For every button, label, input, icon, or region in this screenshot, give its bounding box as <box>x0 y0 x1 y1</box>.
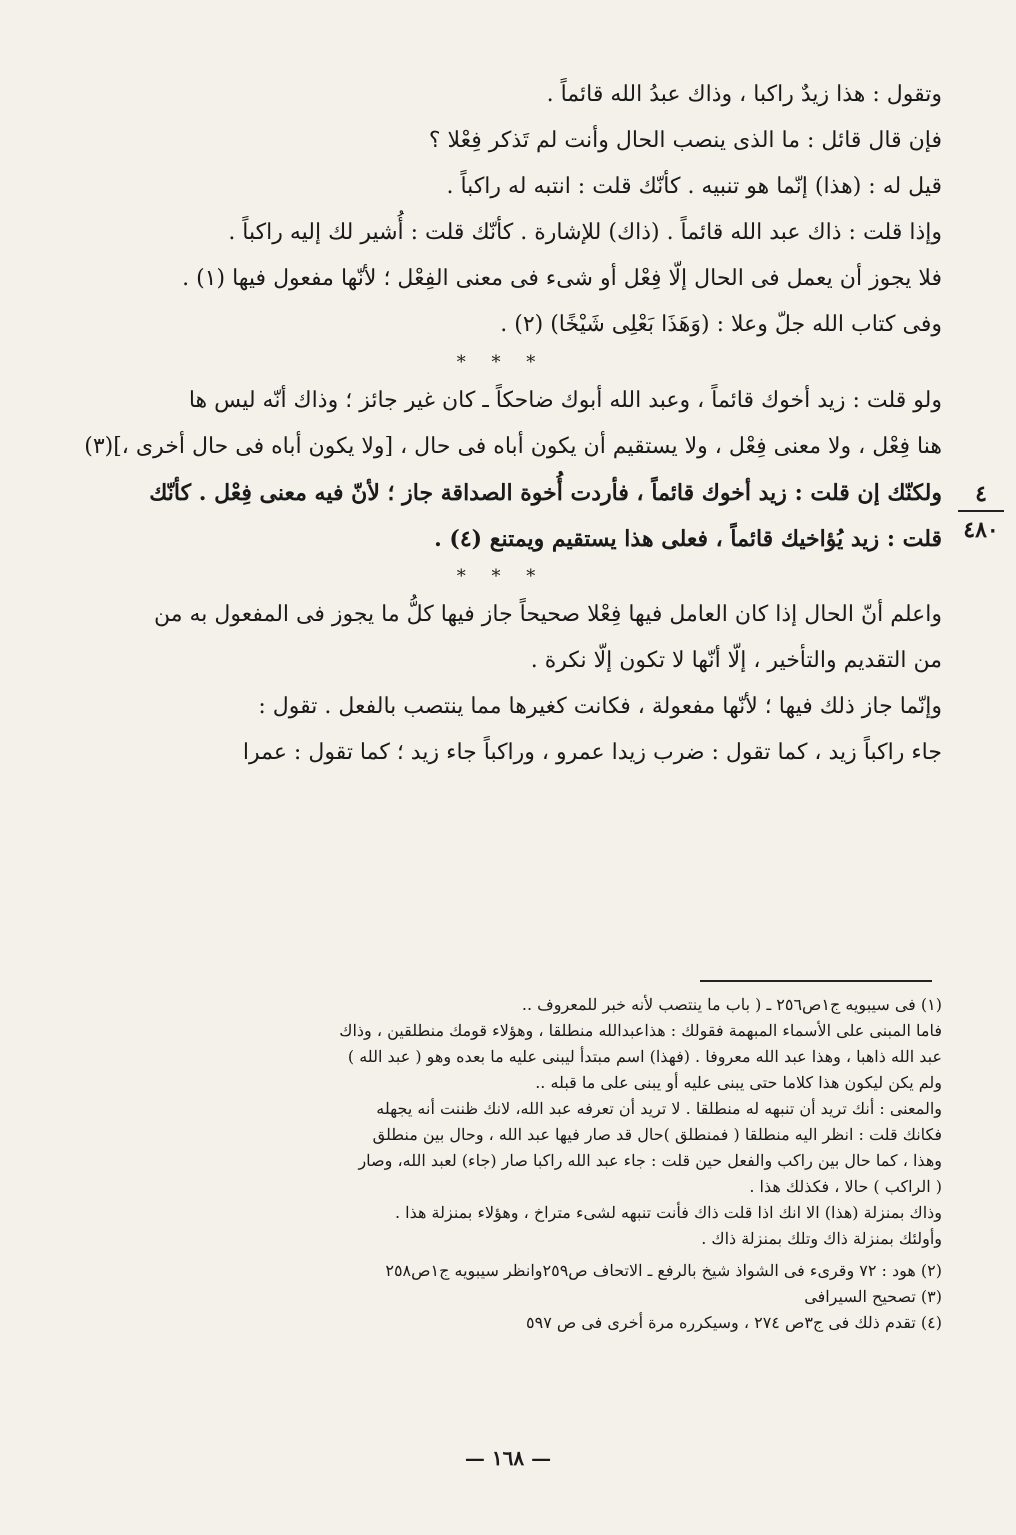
footnote-1-line: وهذا ، كما حال بين راكب والفعل حين قلت : جاء عبد الله راكبا صار (جاء) لعبد الله، وصار <box>358 1151 942 1170</box>
footnote-3: (٣) تصحيح السيرافى <box>804 1287 942 1306</box>
text-line: وتقول : هذا زيدٌ راكبا ، وذاك عبدُ الله قائماً . <box>546 82 942 107</box>
page-number: — ١٦٨ — <box>464 1446 552 1470</box>
text-line: واعلم أنّ الحال إذا كان العامل فيها فِعْلا صحيحاً جاز فيها كلُّ ما يجوز فى المفعول به من <box>153 602 942 627</box>
footnote-1-line: فكانك قلت : انظر اليه منطلقا ( فمنطلق )حال قد صار فيها عبد الله ، وحال بين منطلق <box>372 1125 942 1144</box>
margin-page: ٤٨٠ <box>963 517 999 543</box>
footnote-1-line: (١) فى سيبويه ج١ص٢٥٦ ـ ( باب ما ينتصب لأنه خبر للمعروف .. <box>521 995 942 1014</box>
text-line: قلت : زيد يُؤاخيك قائماً ، فعلى هذا يستقيم ويمتنع (٤) . <box>434 526 942 552</box>
text-line: جاء راكباً زيد ، كما تقول : ضرب زيدا عمرو ، وراكباً جاء زيد ؛ كما تقول : عمرا <box>242 740 942 765</box>
footnote-1-line: ولم يكن ليكون هذا كلاما حتى يبنى عليه أو يبنى على ما قبله .. <box>535 1073 942 1092</box>
text-line: من التقديم والتأخير ، إلّا أنّها لا تكون إلّا نكرة . <box>530 648 942 673</box>
footnote-1-line: فاما المبنى على الأسماء المبهمة فقولك : هذاعبدالله منطلقا ، وهؤلاء قومك منطلقين ، وذاك <box>339 1021 942 1040</box>
footnote-1-line: وأولئك بمنزلة ذاك وتلك بمنزلة ذاك . <box>701 1229 942 1248</box>
text-line: فلا يجوز أن يعمل فى الحال إلّا فِعْل أو شىء فى معنى الفِعْل ؛ لأنّها مفعول فيها (١) . <box>182 266 942 291</box>
footnote-1-line: وذاك بمنزلة (هذا) الا انك اذا قلت ذاك فأنت تنبهه لشىء متراخ ، وهؤلاء بمنزلة هذا . <box>395 1203 942 1222</box>
footnote-2: (٢) هود : ٧٢ وقرىء فى الشواذ شيخ بالرفع ـ الاتحاف ص٢٥٩وانظر سيبويه ج١ص٢٥٨ <box>385 1261 942 1280</box>
section-separator: * * * <box>456 352 546 373</box>
main-text <box>60 72 942 776</box>
text-line: قيل له : (هذا) إنّما هو تنبيه . كأنّك قلت : انتبه له راكباً . <box>446 174 942 199</box>
section-separator: * * * <box>456 566 546 587</box>
text-line: ولو قلت : زيد أخوك قائماً ، وعبد الله أبوك ضاحكاً ـ كان غير جائز ؛ وذاك أنّه ليس ها <box>188 388 942 413</box>
text-line: وفى كتاب الله جلّ وعلا : (وَهَذَا بَعْلِى شَيْخًا) (٢) . <box>500 312 942 337</box>
footnote-1-line: والمعنى : أنك تريد أن تنبهه له منطلقا . لا تريد أن تعرفه عبد الله، لانك ظننت أنه يجهله <box>376 1099 942 1118</box>
margin-reference <box>958 478 1004 548</box>
margin-volume: ٤ <box>958 478 1004 512</box>
footnote-4: (٤) تقدم ذلك فى ج٣ص ٢٧٤ ، وسيكرره مرة أخرى فى ص ٥٩٧ <box>526 1313 942 1332</box>
footnote-1-line: عبد الله ذاهبا ، وهذا عبد الله معروفا . (فهذا) اسم مبتدأ ليبنى عليه ما بعده وهو ( عبد الله ) <box>347 1047 942 1066</box>
text-line: فإن قال قائل : ما الذى ينصب الحال وأنت لم تَذكر فِعْلا ؟ <box>428 128 942 153</box>
footnotes <box>60 992 942 1336</box>
text-line: وإنّما جاز ذلك فيها ؛ لأنّها مفعولة ، فكانت كغيرها مما ينتصب بالفعل . تقول : <box>258 694 942 719</box>
footnote-1-line: ( الراكب ) حالا ، فكذلك هذا . <box>749 1177 942 1196</box>
text-line: هنا فِعْل ، ولا معنى فِعْل ، ولا يستقيم أن يكون أباه فى حال ، [ولا يكون أباه فى حال أخرى ،](٣) <box>84 434 942 459</box>
text-line: ولكنّك إن قلت : زيد أخوك قائماً ، فأردت أُخوة الصداقة جاز ؛ لأنّ فيه معنى فِعْل . كأنّك <box>149 480 942 506</box>
text-line: وإذا قلت : ذاك عبد الله قائماً . (ذاك) للإشارة . كأنّك قلت : أُشير لك إليه راكباً . <box>228 220 942 245</box>
footnote-divider <box>700 980 932 982</box>
